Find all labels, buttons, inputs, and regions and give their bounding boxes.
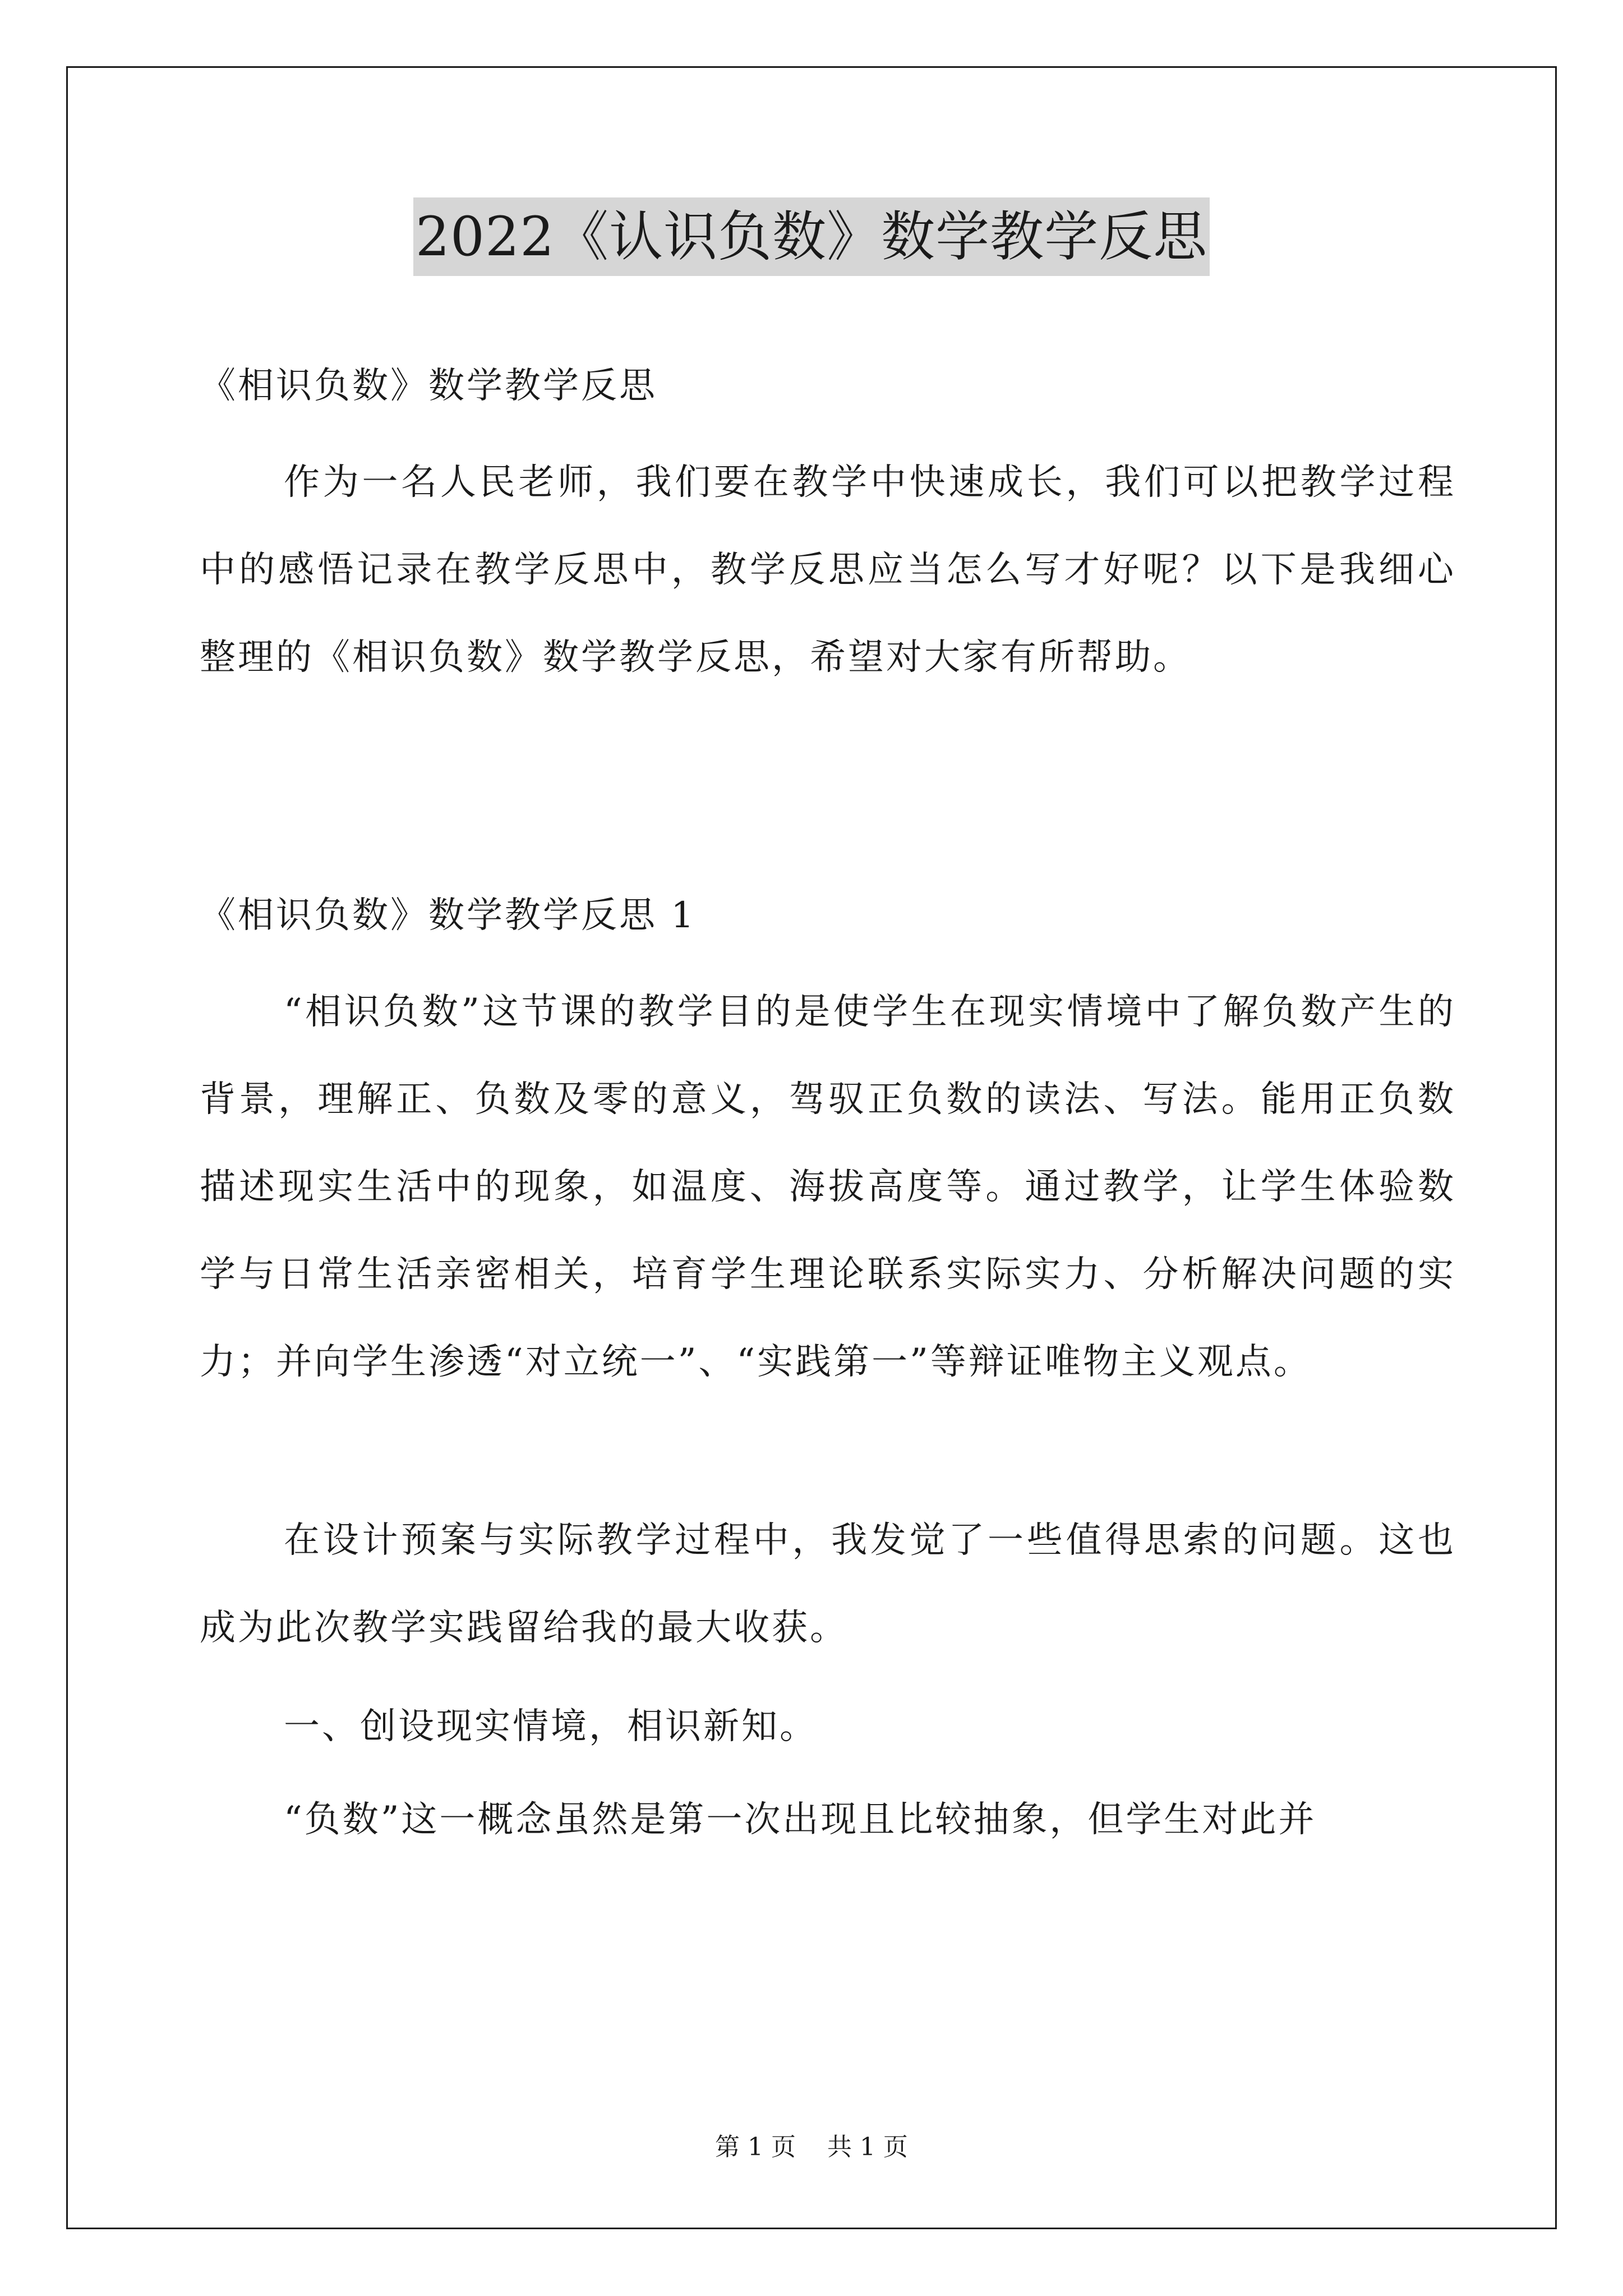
page-total: 共 1 页 [827,2133,908,2161]
title-container [0,197,1623,276]
page-number: 第 1 页 [715,2133,796,2161]
section-heading: 《相识负数》数学教学反思 1 [200,895,697,936]
body-paragraph-1: “相识负数”这节课的教学目的是使学生在现实情境中了解负数产生的背景，理解正、负数及零的意义，驾驭正负数的读法、写法。能用正负数描述现实生活中的现象，如温度、海拔高度等。通过教学，让学生体验数学与日常生活亲密相关，培育学生理论联系实际实力、分析解决问题的实力；并向学生渗透“对立统一”、“实践第一”等辩证唯物主义观点。 [200,991,1456,1383]
body-paragraph-3: 一、创设现实情境，相识新知。 [284,1706,818,1747]
intro-paragraph: 作为一名人民老师，我们要在教学中快速成长，我们可以把教学过程中的感悟记录在教学反思中，教学反思应当怎么写才好呢？以下是我细心整理的《相识负数》数学教学反思，希望对大家有所帮助。 [200,462,1456,678]
document-title: 2022《认识负数》数学教学反思 [413,197,1210,276]
subheading: 《相识负数》数学教学反思 [200,365,657,407]
page-footer [0,2131,1623,2164]
body-paragraph-4: “负数”这一概念虽然是第一次出现且比较抽象，但学生对此并 [284,1799,1317,1841]
body-paragraph-2: 在设计预案与实际教学过程中，我发觉了一些值得思索的问题。这也成为此次教学实践留给我的最大收获。 [200,1520,1456,1649]
